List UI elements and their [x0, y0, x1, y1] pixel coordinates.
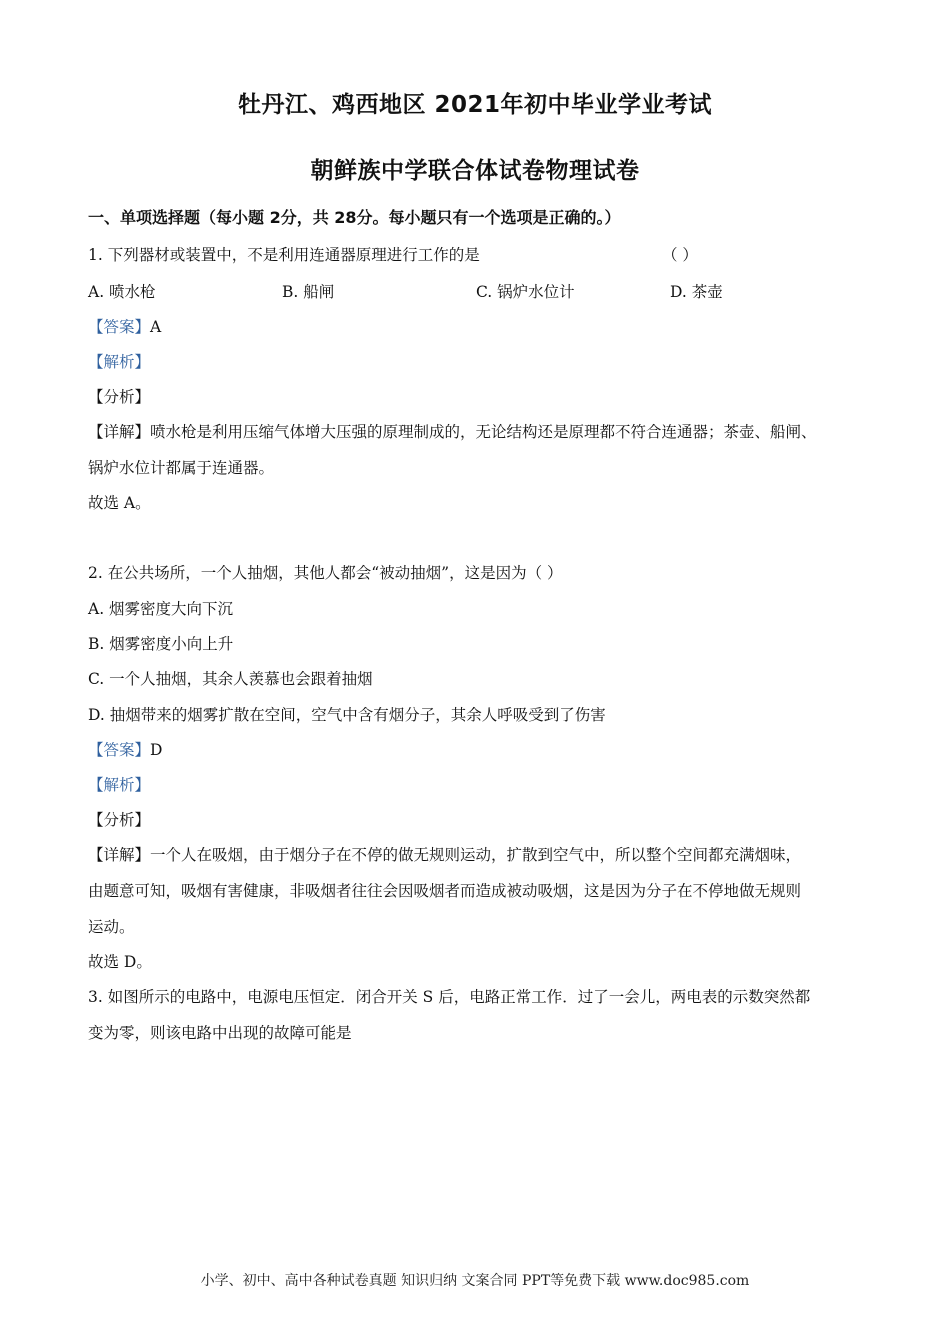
answer-tag: 【答案】 — [88, 741, 151, 759]
q1-answer — [88, 315, 161, 337]
q1-conclusion: 故选 A。 — [88, 494, 151, 512]
q2-fenxi-tag: 【分析】 — [88, 811, 151, 829]
q1-detail-line2: 锅炉水位计都属于连通器。 — [88, 459, 275, 477]
detail-tag: 【详解】 — [88, 423, 151, 441]
q2-option-b: B. 烟雾密度小向上升 — [88, 635, 234, 653]
q1-option-b: B. 船闸 — [282, 283, 335, 301]
q1-option-d: D. 茶壶 — [670, 283, 723, 301]
q3-stem-line1: 3. 如图所示的电路中，电源电压恒定．闭合开关 S 后，电路正常工作．过了一会儿，两电表的示数突然都 — [88, 988, 811, 1006]
page-footer: 小学、初中、高中各种试卷真题 知识归纳 文案合同 PPT等免费下载 www.doc985.com — [200, 1273, 750, 1289]
detail-tag: 【详解】 — [88, 846, 151, 864]
q2-detail-line1 — [88, 843, 801, 865]
q2-analysis-tag: 【解析】 — [88, 776, 151, 794]
q2-answer — [88, 738, 162, 760]
q1-detail-line1 — [88, 420, 817, 442]
q2-option-d: D. 抽烟带来的烟雾扩散在空间，空气中含有烟分子，其余人呼吸受到了伤害 — [88, 706, 606, 724]
answer-value: A — [150, 318, 162, 336]
q1-stem: 1. 下列器材或装置中，不是利用连通器原理进行工作的是 — [88, 246, 480, 264]
q1-fenxi-tag: 【分析】 — [88, 388, 151, 406]
q2-detail-line3: 运动。 — [88, 918, 135, 936]
q2-detail-line2: 由题意可知，吸烟有害健康，非吸烟者往往会因吸烟者而造成被动吸烟，这是因为分子在不停地做无规则 — [88, 882, 802, 900]
q1-analysis-tag: 【解析】 — [88, 353, 151, 371]
q1-option-a: A. 喷水枪 — [88, 283, 156, 301]
exam-subtitle: 朝鲜族中学联合体试卷物理试卷 — [310, 158, 640, 184]
q2-option-c: C. 一个人抽烟，其余人羡慕也会跟着抽烟 — [88, 670, 373, 688]
answer-tag: 【答案】 — [88, 318, 151, 336]
answer-value: D — [150, 741, 163, 759]
q3-stem-line2: 变为零，则该电路中出现的故障可能是 — [88, 1024, 352, 1042]
detail-text: 一个人在吸烟，由于烟分子在不停的做无规则运动，扩散到空气中，所以整个空间都充满烟味， — [150, 846, 802, 864]
q1-answer-bracket: （ ） — [662, 246, 698, 264]
detail-text: 喷水枪是利用压缩气体增大压强的原理制成的，无论结构还是原理都不符合连通器；茶壶、船闸、 — [150, 423, 817, 441]
q2-stem: 2. 在公共场所，一个人抽烟，其他人都会“被动抽烟”，这是因为（ ） — [88, 564, 563, 582]
exam-title: 牡丹江、鸡西地区 2021年初中毕业学业考试 — [237, 92, 713, 118]
q1-option-c: C. 锅炉水位计 — [476, 283, 575, 301]
section-heading: 一、单项选择题（每小题 2分，共 28分。每小题只有一个选项是正确的。） — [88, 208, 621, 227]
q2-conclusion: 故选 D。 — [88, 953, 152, 971]
q2-option-a: A. 烟雾密度大向下沉 — [88, 600, 234, 618]
